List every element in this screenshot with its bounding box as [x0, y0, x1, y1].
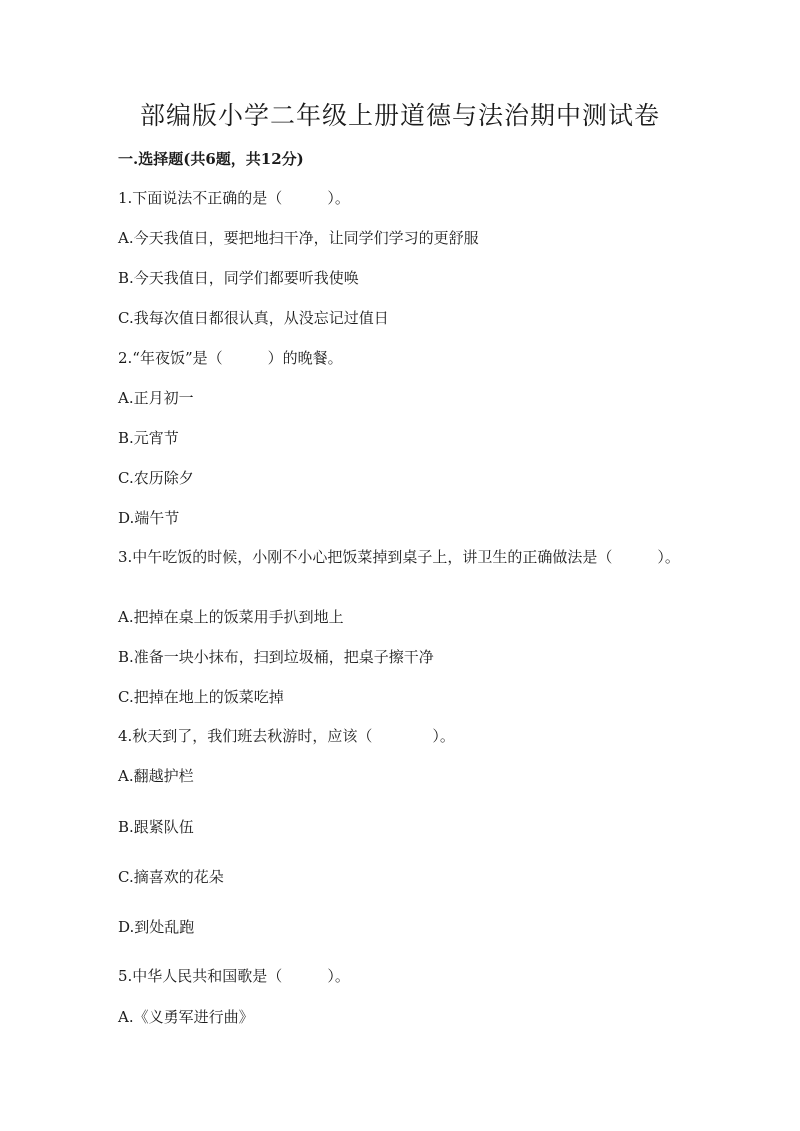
- question-3-stem: 3.中午吃饭的时候，小刚不小心把饭菜掉到桌子上，讲卫生的正确做法是（ ）。: [118, 548, 680, 566]
- question-4-option-b: B.跟紧队伍: [118, 818, 194, 836]
- question-4-option-a: A.翻越护栏: [118, 767, 194, 785]
- question-1-option-a: A.今天我值日，要把地扫干净，让同学们学习的更舒服: [118, 229, 479, 247]
- question-2-option-d: D.端午节: [118, 509, 180, 527]
- question-1-stem: 1.下面说法不正确的是（ ）。: [118, 189, 350, 207]
- exam-title: 部编版小学二年级上册道德与法治期中测试卷: [139, 101, 660, 130]
- question-3-option-c: C.把掉在地上的饭菜吃掉: [118, 688, 284, 706]
- section-heading: 一.选择题(共6题，共12分): [118, 150, 304, 168]
- question-1-option-b: B.今天我值日，同学们都要听我使唤: [118, 269, 359, 287]
- question-3-option-a: A.把掉在桌上的饭菜用手扒到地上: [118, 608, 344, 626]
- question-3-option-b: B.准备一块小抹布，扫到垃圾桶，把桌子擦干净: [118, 648, 434, 666]
- question-1-option-c: C.我每次值日都很认真，从没忘记过值日: [118, 309, 389, 327]
- question-2-option-b: B.元宵节: [118, 429, 179, 447]
- question-4-stem: 4.秋天到了，我们班去秋游时，应该（ ）。: [118, 727, 455, 745]
- question-5-stem: 5.中华人民共和国歌是（ ）。: [118, 967, 350, 985]
- question-2-stem: 2.“年夜饭”是（ ）的晚餐。: [118, 349, 343, 367]
- question-2-option-c: C.农历除夕: [118, 469, 194, 487]
- question-5-option-a: A.《义勇军进行曲》: [118, 1008, 254, 1026]
- question-2-option-a: A.正月初一: [118, 389, 194, 407]
- question-4-option-c: C.摘喜欢的花朵: [118, 868, 224, 886]
- question-4-option-d: D.到处乱跑: [118, 918, 195, 936]
